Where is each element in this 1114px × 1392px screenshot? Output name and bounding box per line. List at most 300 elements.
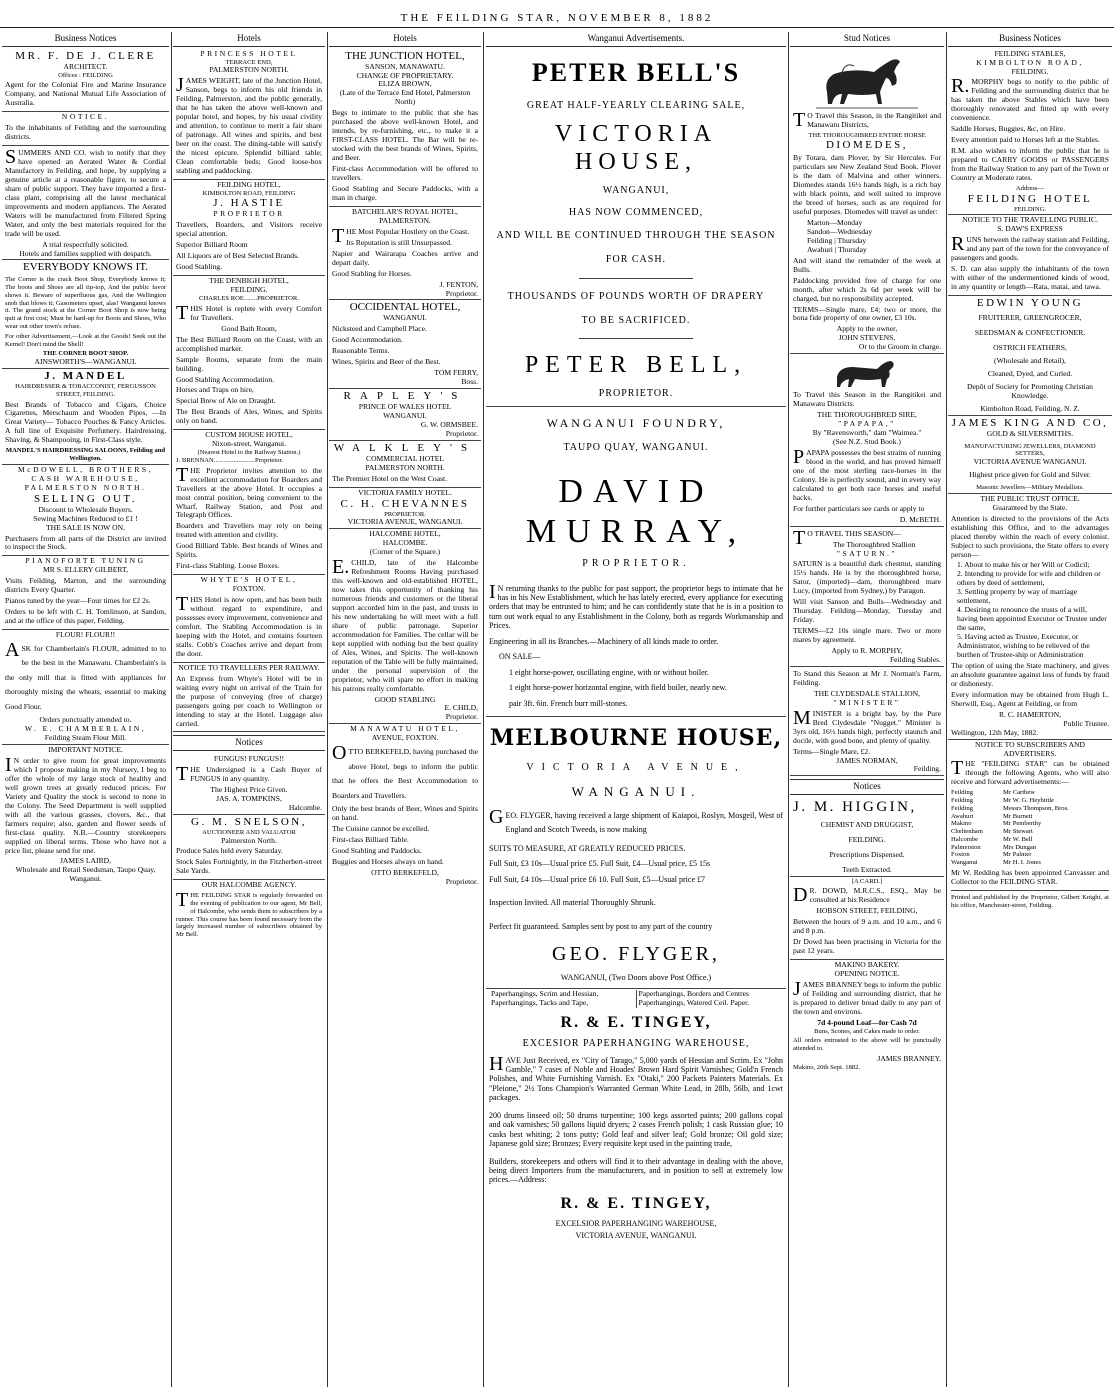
proprietor-role: PROPRIETOR.	[582, 557, 690, 569]
ad-line: All orders entrusted to the above will be punctually attended to.	[793, 1037, 941, 1053]
ad-body: IN returning thanks to the public for past support, the proprietor begs to intimate that he has in his New Establishment, which he has lately erected, every appliance for executing orders that may be entrusted to him; and he can confidently state that he is in a position to turn out work equal to any Establishment in the Colony, both as regards Workmanship and Prices.	[489, 580, 783, 631]
ad-manawatu-hotel	[329, 724, 481, 887]
ad-town: TAUPO QUAY, WANGANUI.	[563, 441, 709, 453]
ad-line: (Wholesale and Retail),	[994, 355, 1066, 365]
ad-fungus	[173, 754, 325, 815]
ad-line: Or to the Groom in charge.	[858, 342, 941, 352]
ad-line: Prescriptions Dispensed.	[829, 849, 905, 859]
list-item: Feilding Mr Carthew	[951, 789, 1036, 797]
trust-provisions-list	[951, 561, 1109, 659]
column-business-notices-2	[948, 32, 1112, 1387]
ad-line: Travellers, Boarders, and Visitors receive special attention.	[176, 220, 322, 239]
ad-line: The Premier Hotel on the West Coast.	[332, 473, 448, 483]
ad-line: SEEDSMAN & CONFECTIONER.	[974, 328, 1086, 337]
ad-line: Dr Dowd has been practising in Victoria for the past 12 years.	[793, 937, 941, 956]
ad-minister	[790, 667, 944, 776]
ad-princess-hotel	[173, 49, 325, 180]
section-heading: Business Notices	[2, 32, 169, 47]
list-item: Feilding | Thursday	[807, 235, 867, 245]
proprietor-name: JOHN STEVENS,	[838, 333, 896, 343]
proprietor-name: CHARLES ROE........PROPRIETOR.	[199, 295, 299, 303]
ad-junction-hotel	[329, 49, 481, 207]
ad-town: PALMERSTON NORTH.	[209, 65, 289, 75]
ad-subtitle: Nixon-street, Wanganui.	[211, 439, 287, 449]
ad-line: All Liquors are of Best Selected Brands.	[176, 251, 299, 261]
list-item: Feilding Mr W. G. Heybittle	[951, 797, 1055, 805]
advertiser-name: MANAWATU HOTEL,	[350, 724, 460, 734]
ad-line: 1 eight horse-power, oscillating engine, with or without boiler.	[509, 667, 709, 677]
list-item: Cheltenham Mr Stewart	[951, 828, 1033, 836]
ad-title: CHANGE OF PROPRIETARY.	[356, 70, 454, 80]
ad-body: By Totara, dam Plover, by Sir Hercules. For particulars see New Zealand Stud Book. Plover is the dam of Malvina and other winners. Diomedes stands 16½ hands high, is a rich bay with black points, and well suited to improve the breed of horses, such as are required for useful purposes. Diomedes will travel as under:	[793, 153, 941, 216]
ad-line: Apply to the owner,	[836, 324, 898, 334]
section-heading: Hotels	[329, 32, 481, 47]
advertiser-name: W. E. CHAMBERLAIN,	[24, 724, 147, 734]
ad-rapleys-hotel	[329, 389, 481, 441]
ad-line: Masonic Jewellers—Military Medallists.	[976, 484, 1084, 492]
ad-line: Hotels and families supplied with despatch.	[19, 248, 152, 258]
ad-line: Discount to Wholesale Buyers.	[38, 504, 133, 514]
advertiser-name: WHYTE'S HOTEL,	[200, 575, 298, 585]
advertiser-name: EDWIN YOUNG	[976, 297, 1084, 310]
ad-line: 200 drums linseed oil; 50 drums turpentine; 100 kegs assorted paints; 200 gallons copal and oak varnishes; 50 gallons liquid dryers; 2 cases French polish; 1 cask Russian glue; 10 casks best whiting; 2 tons putty; Gold leaf and silver leaf; Gold bronze; Oil gold size; Japanese gold size; Bronzes; Every requisite kept used in the painting trade,	[489, 1110, 783, 1149]
ad-line: SUITS TO MEASURE, AT GREATLY REDUCED PRICES.	[489, 843, 686, 853]
ad-body: THIS Hotel is replete with every Comfort for Travellers.	[176, 301, 322, 324]
ad-subtitle: PRINCE OF WALES HOTEL	[358, 402, 452, 412]
advertiser-name: HALCOMBE HOTEL,	[369, 529, 441, 539]
proprietor-name: D. McBETH.	[899, 514, 941, 524]
ad-line: WANGANUI, (Two Doors above Post Office.)	[560, 972, 712, 982]
ad-title: NOTICE TO THE TRAVELLING PUBLIC.	[962, 215, 1098, 225]
ad-line: Wellington, 12th May, 1882.	[951, 727, 1039, 737]
advertiser-name: JAS. A. TOMPKINS,	[216, 793, 282, 803]
proprietor-role: Feilding.	[913, 764, 941, 774]
ad-line: MANDEL'S HAIRDRESSING SALOONS, Feilding and Wellington.	[5, 447, 166, 463]
ad-body: THE Proprietor invites attention to the excellent accommodation for Boarders and Travellers at the above Hotel. It occupies a most central position, being convenient to the Wharf, Railway Station, and Post and Telegraph Offices.	[176, 463, 322, 520]
ad-line: FOR CASH.	[605, 254, 667, 266]
ad-body: GEO. FLYGER, having received a large shipment of Kaiapoi, Roslyn, Mosgeil, West of England and Scotch Tweeds, is now making	[489, 806, 783, 835]
ad-daws-express	[948, 215, 1112, 296]
ad-line: Buns, Scones, and Cakes made to order.	[814, 1027, 920, 1035]
ad-body: THE "FEILDING STAR" can be obtained through the following Agents, who will also receive and forward advertisements:—	[951, 757, 1109, 787]
ad-line: MANUFACTURING JEWELLERS, DIAMOND SETTERS,	[964, 442, 1096, 458]
proprietor-name: ELIZA BROWN,	[378, 79, 432, 89]
ad-body: OTTO BERKEFELD, having purchased the above Hotel, begs to inform the public that he offers the Best Accommodation to Boarders and Travellers.	[332, 742, 478, 800]
ad-dr-dowd	[790, 877, 944, 960]
ad-body: E.CHILD, late of the Halcombe Refreshment Rooms Having purchased this well-known and old-established HOTEL, now takes this opportunity of thanking his numerous friends and customers or the liberal support accorded him in the past, and trusts in his new undertaking he will meet with a full share of public patronage. Superior accommodation for Families. The cellar will be kept supplied with nothing but the best quality of Ales, Wines, and Spirits. The well-known reputation of the Table will be fully maintained, under the personal supervision of the proprietor, who will spare no effort in making his patrons really comfortable.	[332, 556, 478, 693]
advertiser-name: THE JUNCTION HOTEL,	[345, 49, 465, 62]
ad-subtitle: HAIRDRESSER & TOBACCONIST, FERGUSSON STREET, FEILDING.	[15, 383, 156, 398]
ad-line: Kimbolton Road, Feilding, N. Z.	[980, 403, 1080, 413]
ad-line: Buggies and Horses always on hand.	[332, 856, 444, 866]
ad-line: TERMS—Single mare, £4; two or more, the bona fide property of one owner, £3 10s.	[793, 304, 941, 323]
column-hotels-2	[329, 32, 481, 1387]
advertiser-name: G. M. SNELSON,	[191, 815, 307, 828]
ad-james-king-jewellers	[948, 416, 1112, 494]
advertiser-name: JAMES LAIRD,	[59, 856, 112, 866]
ad-body: TO Travel this Season, in the Rangitikei and Manawatu Districts,	[793, 108, 941, 131]
ad-saturn	[790, 527, 944, 667]
ad-line: Cleaned, Dyed, and Curled.	[987, 368, 1073, 378]
ad-town: WANGANUI.	[383, 313, 427, 323]
ad-line: Mr W. Redding has been appointed Canvasser and Collector to the FEILDING STAR.	[951, 868, 1109, 886]
ad-line: (Late of the Terrace End Hotel, Palmerston North)	[339, 88, 471, 107]
proprietor-role: Proprietor.	[445, 876, 478, 886]
list-item: Paperhangings, Scrim and Hessian, Paperhangings, Tacks and Tape,	[491, 989, 599, 1007]
proprietor-role: Proprietor.	[445, 288, 478, 298]
ad-body: DR. DOWD, M.R.C.S., ESQ., May be consulted at his Residence	[793, 884, 941, 907]
ad-subtitle: CASH WAREHOUSE,	[31, 473, 140, 483]
advertiser-name: FEILDING STABLES,	[994, 48, 1066, 58]
list-item: 1. About to make his or her Will or Codicil;	[957, 560, 1090, 570]
ad-body: To Travel this Season in the Rangitikei and Manawatu Districts.	[793, 390, 941, 409]
ad-line: EXCELSIOR PAPERHANGING WAREHOUSE,	[555, 1218, 717, 1228]
proprietor-name: JAMES BRANNEY.	[877, 1053, 941, 1063]
ad-edwin-young	[948, 296, 1112, 416]
ad-line: Wholesale and Retail Seedsman, Taupo Quay, Wanganui.	[15, 865, 156, 884]
proprietor-role: Boss.	[461, 377, 478, 387]
ad-line: Sample Rooms, separate from the main building.	[176, 354, 322, 373]
ad-line: Between the hours of 9 a.m. and 10 a.m., and 6 and 8 p.m.	[793, 917, 941, 936]
ad-higgin-chemist	[790, 798, 944, 877]
ad-chamberlain-flour	[2, 630, 169, 745]
advertiser-name: THE PUBLIC TRUST OFFICE.	[980, 493, 1080, 503]
advertiser-name: OCCIDENTAL HOTEL,	[349, 301, 461, 314]
ad-line: Guaranteed by the State.	[992, 502, 1068, 512]
ad-line: And will stand the remainder of the week at Bulls.	[793, 255, 941, 274]
ad-line: Good Stabling Accommodation.	[176, 374, 275, 384]
proprietor-name: GEO. FLYGER,	[552, 942, 720, 965]
ad-line: S. D. can also supply the inhabitants of the town with either of the undermentioned kinds of wood, in any quantity or length—Rata, matai, and tawa.	[951, 264, 1109, 292]
list-item: 4. Desiring to renounce the trusts of a will, having been appointed Executor or Trustee under the same,	[957, 605, 1107, 633]
ad-line: FEILDING.	[1013, 205, 1047, 213]
ad-town: FOXTON.	[232, 584, 266, 594]
ad-line: Horses and Traps on hire,	[176, 385, 254, 395]
ad-body: THE Most Popular Hostlery on the Coast.	[332, 224, 470, 247]
column-hotels-1	[173, 32, 325, 1387]
ad-town: AVENUE, FOXTON.	[371, 733, 439, 743]
ad-line: HAS NOW COMMENCED,	[568, 206, 704, 218]
ad-line: Makino, 20th Sept. 1882.	[793, 1063, 861, 1071]
ad-line: GREAT HALF-YEARLY CLEARING SALE,	[526, 100, 746, 112]
ad-title: ARCHITECT.	[63, 61, 108, 71]
list-item: 5. Having acted as Trustee, Executor, or Administrator, wishing to be relieved of the burthen of Trustee-ship or Administration	[957, 632, 1090, 659]
ad-line: Teeth Extracted.	[842, 864, 892, 874]
ad-town: PALMERSTON NORTH.	[365, 462, 445, 472]
ad-line: TERMS—£2 10s single mare. Two or more mares by agreement.	[793, 626, 941, 645]
ad-subtitle: TERRACE END,	[225, 58, 273, 66]
proprietor-name: OTTO BERKEFELD,	[371, 867, 439, 877]
ad-line: Builders, storekeepers and others will find it to their advantage in dealing with the above, being direct Importers from the manufacturers, and in position to sell at extremely low prices.—Address:	[489, 1156, 783, 1185]
ad-line: Perfect fit guaranteed. Samples sent by post to any part of the country	[489, 921, 713, 931]
ad-body: Best Brands of Tobacco and Cigars, Choice Cigarettes, Merschaum and Wooden Pipes, —In Great Variety— Tobacco Pouches & Fancy Articles. A full line of Exquisite Perfumery. Hairdressing, Shaving, & Shampooing, in First-Class style.	[5, 399, 166, 445]
ad-body: THE Undersigned is a Cash Buyer of FUNGUS in any quantity.	[176, 763, 322, 786]
ad-body: THE FEILDING STAR is regularly forwarded on the evening of publication to our agent, Mr Bell, of Halcombe, who sends them to subscribers by a runner. This course has been found necessary from the largely increased number of subscribers obtained by Mr Bell.	[176, 889, 322, 939]
advertiser-name: "PAPAPA,"	[838, 419, 896, 429]
section-heading: Stud Notices	[790, 32, 944, 47]
ad-line: Good Stabling and Paddocks.	[332, 845, 422, 855]
advertiser-name: VICTORIA FAMILY HOTEL.	[358, 487, 452, 497]
ad-line: THE SALE IS NOW ON.	[46, 522, 125, 532]
ad-diomedes	[790, 49, 944, 355]
ad-laird-nursery	[2, 745, 169, 885]
advertiser-name: CUSTOM HOUSE HOTEL,	[205, 430, 293, 440]
ad-town: Palmerston North.	[221, 835, 277, 845]
proprietor-name: DAVID MURRAY,	[525, 472, 747, 550]
ad-line: PAPAPA possesses the best strains of running blood in the world, and has proved himself one of the most sterling race-horses in the Colony. He is perfectly sound, and in every way calculated to get both race horses and useful hacks.	[793, 445, 941, 502]
ad-title: IMPORTANT NOTICE.	[48, 745, 123, 755]
ad-town: WANGANUI.	[571, 783, 701, 799]
ad-custom-house-hotel	[173, 430, 325, 575]
ad-title: FLOUR! FLOUR!!	[55, 630, 116, 640]
ad-subtitle: FRUITERER, GREENGROCER,	[978, 313, 1082, 323]
ad-line: WANGANUI,	[602, 184, 670, 196]
ad-line: First-class Accommodation will be offered to travellers.	[332, 164, 478, 183]
list-item: Awahuri Mr Burnett	[951, 812, 1033, 820]
ad-notice-inhabitants	[2, 112, 169, 146]
proprietor-name: J. FENTON,	[439, 279, 478, 289]
ad-line: Reasonable Terms.	[332, 346, 390, 356]
ad-line: Superior Billiard Room	[176, 240, 248, 250]
advertiser-name: WANGANUI FOUNDRY,	[546, 415, 726, 430]
ad-line: R.M. also wishes to inform the public that he is prepared to CARRY GOODS or PASSENGERS from the Railway Station to any part of the Town or Country at Moderate rates.	[951, 146, 1109, 182]
ad-title: EVERYBODY KNOWS IT.	[23, 261, 148, 274]
ad-line: For further particulars see cards or apply to	[793, 503, 925, 513]
ad-title: SELLING OUT.	[33, 492, 138, 505]
ad-line: FEILDING HOTEL	[967, 192, 1093, 205]
ad-line: Full Suit, £3 10s—Usual price £5. Full Suit, £4—Usual price, £5 15s	[489, 859, 711, 869]
advertiser-name: DIOMEDES,	[825, 139, 909, 152]
ad-papapa	[790, 354, 944, 526]
column-stud-notices	[790, 32, 944, 1387]
ad-body: To the inhabitants of Feilding and the surrounding districts.	[5, 123, 166, 142]
proprietor-role: Proprietor.	[445, 712, 478, 722]
ad-town: SANSON, MANAWATU.	[365, 61, 445, 71]
ad-line: By "Ravensworth," dam "Waimea."	[812, 428, 922, 438]
imprint: Printed and published by the Proprietor, Gilbert Knight, at his office, Manchester-street, Feilding.	[951, 893, 1109, 909]
ad-line: Paddocking provided free of charge for one month, after which 2s 6d per week will be charged, but no responsibility accepted.	[793, 275, 941, 303]
ad-wanganui-foundry	[486, 407, 786, 717]
advertiser-name: S. DAW'S EXPRESS	[997, 224, 1063, 234]
ad-line: Pianos tuned by the year—Four times for £2 2s.	[5, 596, 151, 606]
ad-line: (Nearest Hotel to the Railway Station.)	[197, 449, 301, 457]
section-heading: Wanganui Advertisements.	[486, 32, 786, 47]
ad-line: VICTORIA HOUSE,	[554, 121, 718, 176]
proprietor-name: J. BRENNAN.........................Proprietor.	[176, 456, 283, 464]
advertiser-name: FEILDING HOTEL,	[217, 179, 281, 189]
ad-feilding-hotel	[173, 180, 325, 276]
ad-body: An Express from Whyte's Hotel will be in waiting every night on arrival of the Train for the purpose of conveying (free of charge) passengers going per coach to Wellington or intending to stay at the Hotel. Luggage also carried.	[176, 673, 322, 728]
ad-line: Purchasers from all parts of the District are invited to inspect the Stock.	[5, 533, 166, 552]
ad-town: PALMERSTON NORTH.	[24, 482, 147, 492]
ad-line: Good Stabling for Horses.	[332, 268, 412, 278]
ad-line: GOOD STABLING	[374, 694, 436, 704]
ad-title: NOTICE TO SUBSCRIBERS AND ADVERTISERS.	[974, 739, 1086, 758]
schedule-list	[793, 219, 941, 255]
ad-clere-architect	[2, 49, 169, 113]
ad-body: THIS Hotel is now open, and has been built without regard to expenditure, and possesses every improvement, convenience and comfort. The Stabling Accommodation is in keeping with the Hotel, and contains fourteen stalls. Cobb's Coaches arrive and depart from the door.	[176, 593, 322, 658]
ad-town: WANGANUI.	[383, 411, 427, 421]
ad-line: Napier and Wairarapa Coaches arrive and depart daily.	[332, 248, 478, 267]
list-item: Feilding Messrs Thompson, Bros.	[951, 804, 1069, 812]
ad-subtitle: KIMBOLTON ROAD,	[976, 57, 1084, 67]
paperhangings-list	[489, 990, 783, 1008]
advertiser-name: J. M. HIGGIN,	[793, 799, 917, 816]
ad-line: The Best Brands of Ales, Wines, and Spirits only on hand.	[176, 407, 322, 426]
ad-line: Its Reputation is still Unsurpassed.	[346, 237, 452, 247]
ad-peter-bell	[486, 49, 786, 407]
ad-line: First-class Stabling. Loose Boxes.	[176, 561, 280, 571]
list-item: Makino Mr Pemberthy	[951, 820, 1042, 828]
ad-verse: The Corner is the crack Boot Shop, Everybody knows it; The boots and Shoes are all tip-top, And the public favor shows it. Beware of superfluous gas, And the Wellington snob that blows it; Gasometers upset, alas! Wanganui knows it. The grand stock at the Corner Boot Shop is now being quit at first cost; Must be hard-up for Boots and Shoes, Who wear out other town's refuse.	[5, 276, 166, 331]
ad-line: Stock Sales Fortnightly, in the Fitzherbert-street Sale Yards.	[176, 857, 322, 876]
ad-title: OUR HALCOMBE AGENCY.	[201, 880, 297, 890]
ad-snelson-auctioneer	[173, 815, 325, 881]
ad-office: Offices : FEILDING	[58, 71, 113, 79]
ad-line: THE CLYDESDALE STALLION,	[814, 688, 920, 698]
ad-line: Every information may be obtained from Hugh L. Sherwill, Esq., Agent at Feilding, or from	[951, 689, 1109, 708]
ad-subtitle: GOLD & SILVERSMITHS.	[986, 428, 1074, 438]
ad-body: RUNS between the railway station and Feilding, and any part of the town for the conveyance of passengers and goods.	[951, 233, 1109, 263]
ad-line: MINISTER is a bright bay, by the Pure Bred Clydesdale "Nugget." Minister is 3yrs old, 16½ hands high, perfectly staunch and docile, with good bone, and plenty of quality.	[793, 706, 941, 745]
ad-body: TO TRAVEL THIS SEASON—	[793, 526, 901, 549]
ad-occidental-hotel	[329, 300, 481, 389]
advertiser-name: J. MANDEL	[44, 370, 127, 383]
ad-line: Apply to R. MORPHY,	[831, 646, 903, 656]
ad-line: VICTORIA AVENUE WANGANUI.	[973, 457, 1087, 467]
ad-line: (Corner of the Square.)	[369, 547, 441, 557]
ad-body: IN order to give room for great improvements which I propose making in my Nursery, I beg to offer the whole of my large stock of healthy and well grown trees at greatly reduced prices. For Variety and Quality the stock is second to none in the Colony. The Seed Department is well supplied with all the various grasses, clovers, &c., that farmers require; also, garden and flower seeds of first-class quality. N.B.—Country storekeepers supplied on liberal terms. Those who have not a price list, please send for one.	[5, 753, 166, 855]
ad-halcombe-hotel	[329, 529, 481, 724]
proprietor-name: Feilding Stables.	[889, 655, 941, 664]
ad-line: Orders punctually attended to.	[39, 715, 132, 725]
ad-line: Orders to be left with C. H. Tomlinson, at Sandon, and at the office of this paper, Feilding.	[5, 607, 166, 626]
ad-body: To Stand this Season at Mr J. Norman's Farm, Feilding.	[793, 668, 941, 687]
ad-corner-boot-shop	[2, 260, 169, 369]
list-item: Palmerston Mrs Dungan	[951, 843, 1037, 851]
ad-line: ON SALE—	[499, 652, 541, 662]
ad-halcombe-agency	[173, 880, 325, 942]
ad-body: Visits Feilding, Marton, and the surrounding districts Every Quarter.	[5, 576, 166, 595]
ad-tingey-paperhanging	[486, 989, 786, 1242]
ad-line: The Best Billiard Room on the Coast, with an accomplished marker.	[176, 334, 322, 353]
ad-victoria-family-hotel	[329, 488, 481, 530]
ad-body: Attention is directed to the provisions of the Acts establishing this Office, and to the advantages placed thereby within the reach of every colonist. Subject to such provisions, the State offers to every person—	[951, 513, 1109, 559]
ad-line: The option of using the State machinery, and gives an absolute guarantee against loss of funds by fraud or dishonesty.	[951, 660, 1109, 688]
list-item: Awahuri | Thursday	[807, 244, 867, 254]
list-item: Wanganui Mr H. I. Jones	[951, 859, 1041, 867]
ad-line: Good Billiard Table. Best brands of Wines and Spirits.	[176, 541, 322, 560]
ad-title: NOTICE TO TRAVELLERS PER RAILWAY.	[178, 662, 320, 672]
list-item: Paperhangings, Borders and Centres Paperhangings, Watered Ceil. Paper.	[636, 990, 784, 1008]
ad-notice-travellers-railway	[173, 663, 325, 733]
ad-line: Good Accommodation.	[332, 335, 403, 345]
ad-line: 7d 4-pound Loaf—for Cash 7d	[817, 1017, 917, 1027]
ad-line: Boarders and Travellers may rely on being treated with attention and civility.	[176, 521, 322, 540]
ad-line: First-class Billiard Table.	[332, 834, 409, 844]
list-item: Halcombe Mr W. Bell	[951, 835, 1033, 843]
ad-line: AND WILL BE CONTINUED THROUGH THE SEASON	[496, 230, 776, 242]
ad-subtitle: VICTORIA AVENUE,	[526, 761, 746, 773]
ad-melbourne-house	[486, 717, 786, 989]
advertiser-name: MAKINO BAKERY.	[834, 959, 900, 969]
ad-makino-bakery	[790, 960, 944, 1073]
proprietor-name: C. H. CHEVANNES	[340, 497, 470, 510]
proprietor-role: PROPRIETOR.	[598, 387, 674, 399]
ad-subtitle: EXCESIOR PAPERHANGING WAREHOUSE,	[522, 1037, 750, 1049]
ad-title: FUNGUS! FUNGUS!!	[213, 754, 285, 764]
ad-body: JAMES BRANNEY begs to inform the public of Feilding and surrounding district, that he is prepared to deliver bread daily to any part of the town and environs.	[793, 977, 941, 1016]
ad-line: Only the best brands of Beer, Wines and Spirits on hand.	[332, 803, 478, 822]
advertiser-name: "MINISTER"	[833, 697, 901, 707]
ad-line: Terms—Single Mare, £2.	[793, 746, 871, 756]
ad-line: Special Brew of Ale on Draught.	[176, 396, 276, 406]
ad-line: Depôt of Society for Promoting Christian Knowledge.	[967, 381, 1093, 400]
advertiser-name: R. & E. TINGEY,	[560, 1013, 712, 1031]
ad-subtitle: CHEMIST AND DRUGGIST,	[820, 819, 914, 829]
ad-town: HALCOMBE.	[382, 538, 428, 548]
proprietor-name: JAMES NORMAN,	[836, 755, 898, 765]
ad-pianoforte-tuning	[2, 556, 169, 630]
ad-mcdowell-brothers	[2, 465, 169, 557]
ad-body: Agent for the Colonial Fire and Marine Insurance Company, and National Mutual Life Association of Australia.	[5, 80, 166, 108]
proprietor-name: J. HASTIE	[213, 197, 285, 210]
ad-line: Saddle Horses, Buggies, &c, on Hire.	[951, 124, 1066, 134]
ad-line: THOUSANDS OF POUNDS WORTH OF DRAPERY	[507, 290, 765, 302]
advertiser-name: MR. F. DE J. CLERE	[15, 49, 156, 62]
list-item: Marton—Monday	[807, 217, 863, 227]
ad-line: SATURN is a beautiful dark chestnut, standing 15½ hands. He is by the thoroughbred horse, Sator, (imported)—dam, thoroughbred mare Lucy, (imported from Sydney,) by Paragon.	[793, 559, 941, 596]
ad-subtitle: COMMERCIAL HOTEL	[366, 453, 444, 463]
advertiser-name: MR S. ELLERY GILBERT,	[43, 565, 128, 575]
ad-line: Address—	[1015, 184, 1045, 192]
ad-line: Produce Sales held every Saturday.	[176, 846, 283, 856]
ad-title: NOTICE.	[61, 112, 110, 122]
advertiser-name: PETER BELL'S	[531, 57, 741, 87]
list-item: Sandon—Wednesday	[807, 226, 873, 236]
advertiser-name: JAMES KING AND CO,	[951, 416, 1109, 429]
ad-summers-aerated-water	[2, 146, 169, 260]
section-heading: Business Notices	[948, 32, 1112, 47]
advertiser-name: MELBOURNE HOUSE,	[489, 724, 783, 751]
ad-line: Full Suit, £4 10s—Usual price £6 10. Full Suit, £5—Usual price £7	[489, 874, 705, 884]
ad-public-trust-office	[948, 494, 1112, 740]
advertiser-name: WALKLEY'S	[333, 441, 477, 454]
ad-town: FEILDING.	[230, 285, 268, 295]
ad-line: 1 eight horse-power horizontal engine, with field boiler, nearly new.	[509, 683, 727, 693]
ad-subtitle: KIMBOLTON ROAD, FEILDING	[202, 189, 296, 197]
ad-line: The Highest Price Given.	[210, 784, 288, 794]
ad-town: Halcombe.	[288, 802, 322, 812]
proprietor-role: Public Trustee.	[1063, 718, 1109, 728]
ad-town: PALMERSTON.	[379, 215, 431, 225]
ad-denbigh-hotel	[173, 276, 325, 430]
horse-illustration-icon	[812, 52, 922, 110]
ad-line: HOBSON STREET, FEILDING,	[816, 906, 918, 916]
section-heading: Hotels	[173, 32, 325, 47]
proprietor-name: TOM FERRY,	[434, 368, 478, 378]
ad-line: Highest price given for Gold and Silver.	[969, 470, 1091, 480]
ad-title: OPENING NOTICE.	[834, 968, 900, 978]
masthead: THE FEILDING STAR, NOVEMBER 8, 1882	[0, 0, 1114, 28]
ad-line: Wines, Spirits and Beer of the Best.	[332, 357, 441, 367]
list-item: 2. Intending to provide for wife and children or others by deed of settlement,	[957, 569, 1101, 588]
advertiser-name: PRINCESS HOTEL	[200, 48, 298, 58]
horse-illustration-icon	[827, 357, 907, 389]
ad-line: Every attention paid to Horses left at the Stables.	[951, 135, 1100, 145]
ad-line: For other Advertisement,—Look at the Goods! Seek out the Kernel! Don't mind the Shell!	[5, 332, 166, 348]
ad-line: Will visit Sanson and Bulls—Wednesday and Thursday. Feilding—Monday, Tuesday and Friday.	[793, 597, 941, 625]
